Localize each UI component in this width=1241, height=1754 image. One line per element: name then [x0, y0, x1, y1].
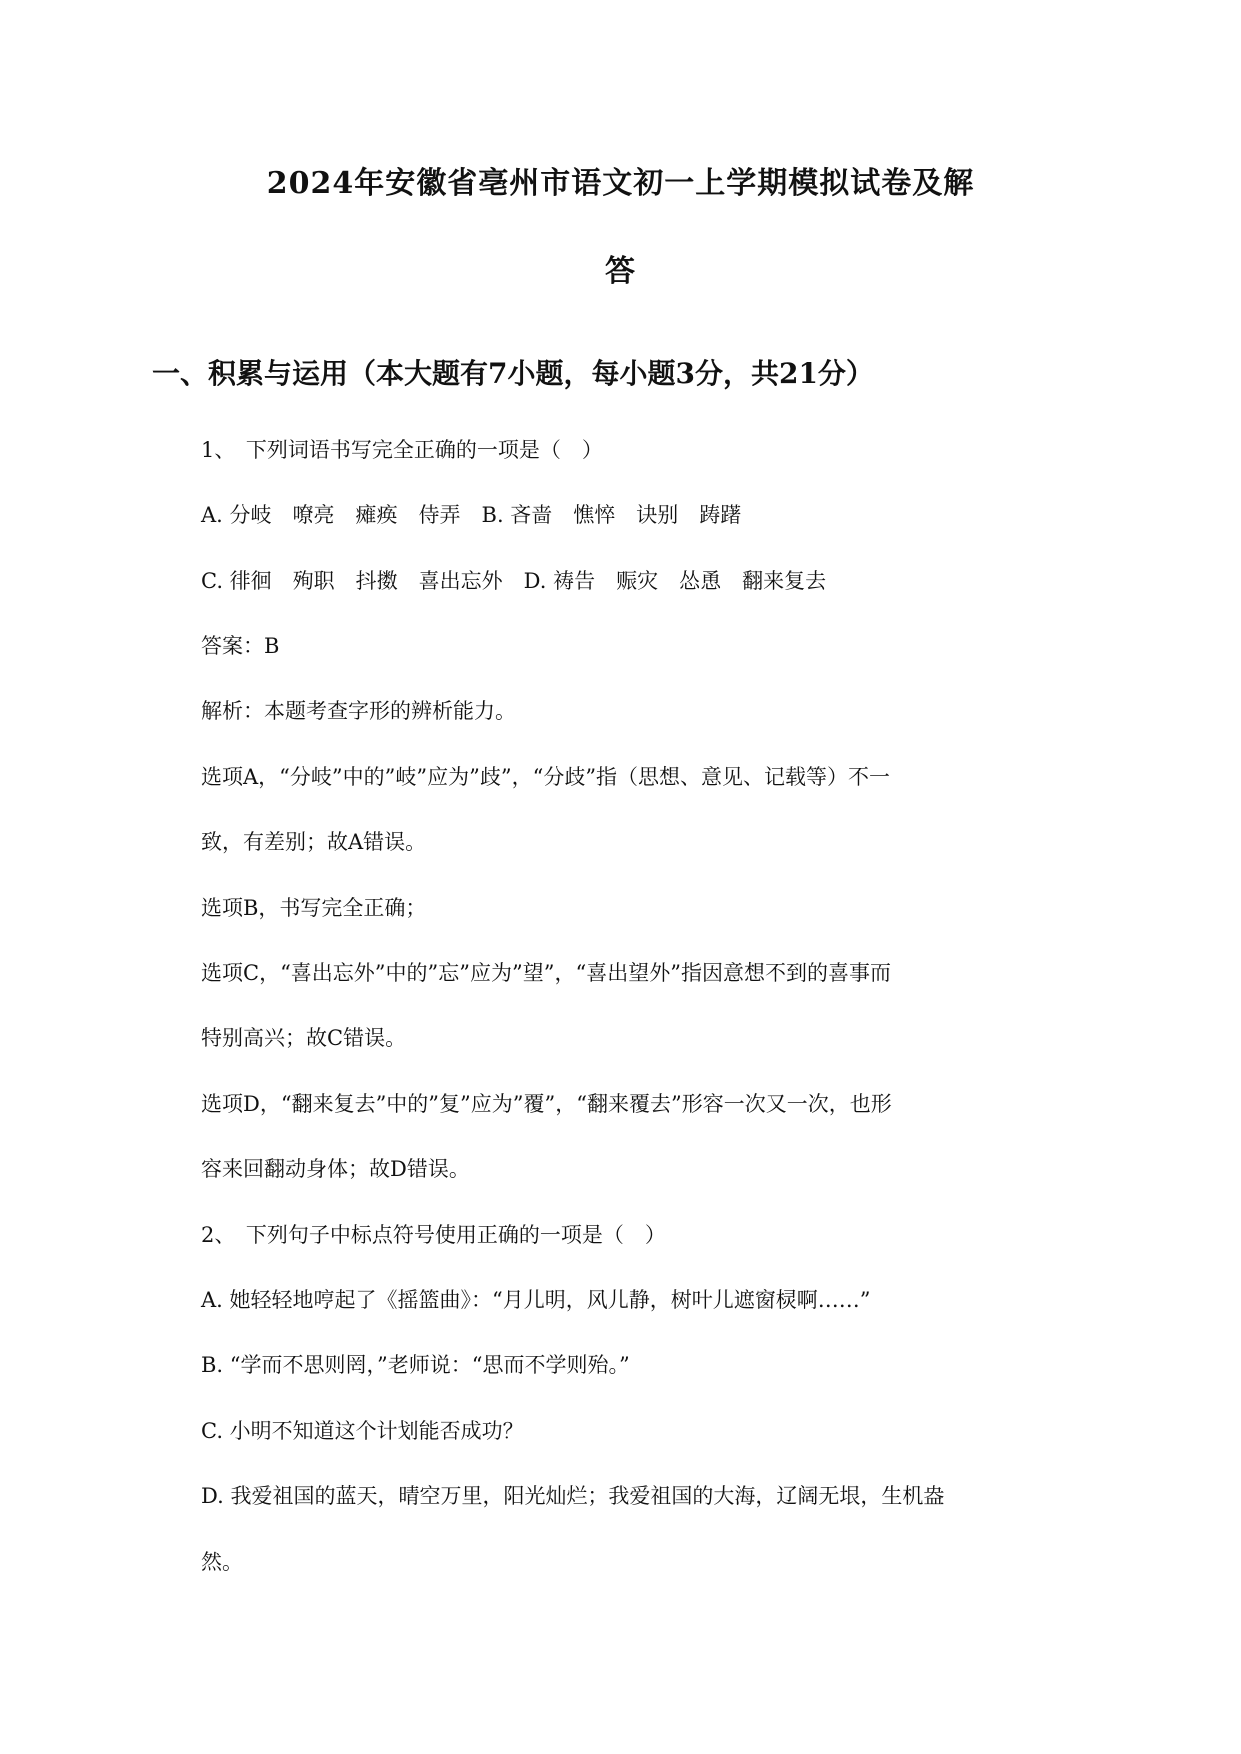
- explanation-line: 容来回翻动身体；故D错误。: [201, 1157, 470, 1181]
- question-2-option-d: D. 我爱祖国的蓝天，晴空万里，阳光灿烂；我爱祖国的大海，辽阔无垠，生机盎: [201, 1484, 945, 1508]
- document-title-line-1: 2024年安徽省亳州市语文初一上学期模拟试卷及解: [266, 166, 975, 201]
- explanation-line: 选项C，“喜出忘外”中的”忘”应为”望”，“喜出望外”指因意想不到的喜事而: [201, 961, 891, 985]
- question-2-option-b: B. “学而不思则罔，”老师说：“思而不学则殆。”: [201, 1353, 630, 1377]
- question-1-options-ab: A. 分岐 嘹亮 瘫痪 侍弄 B. 吝啬 憔悴 诀别 踌躇: [201, 503, 742, 527]
- question-2-option-a: A. 她轻轻地哼起了《摇篮曲》：“月儿明，风儿静，树叶儿遮窗棂啊……”: [201, 1288, 871, 1312]
- section-heading: 一、积累与运用（本大题有7小题，每小题3分，共21分）: [152, 357, 874, 390]
- question-2-stem: 2、 下列句子中标点符号使用正确的一项是（ ）: [201, 1223, 666, 1247]
- question-1-stem: 1、 下列词语书写完全正确的一项是（ ）: [201, 438, 603, 462]
- explanation-line: 选项A，“分岐”中的”岐”应为”歧”，“分歧”指（思想、意见、记载等）不一: [201, 765, 891, 789]
- question-1-explanation: 解析：本题考查字形的辨析能力。: [201, 699, 516, 723]
- document-title-line-2: 答: [605, 254, 636, 289]
- explanation-line: 致，有差别；故A错误。: [201, 830, 427, 854]
- question-2-option-c: C. 小明不知道这个计划能否成功？: [201, 1419, 524, 1443]
- explanation-line: 选项B，书写完全正确；: [201, 896, 427, 920]
- explanation-line: 选项D，“翻来复去”中的”复”应为”覆”，“翻来覆去”形容一次又一次，也形: [201, 1092, 892, 1116]
- question-1-answer: 答案：B: [201, 634, 280, 658]
- question-1-options-cd: C. 徘徊 殉职 抖擞 喜出忘外 D. 祷告 赈灾 怂恿 翻来复去: [201, 569, 827, 593]
- explanation-line: 特别高兴；故C错误。: [201, 1026, 407, 1050]
- question-2-option-d-cont: 然。: [201, 1550, 243, 1574]
